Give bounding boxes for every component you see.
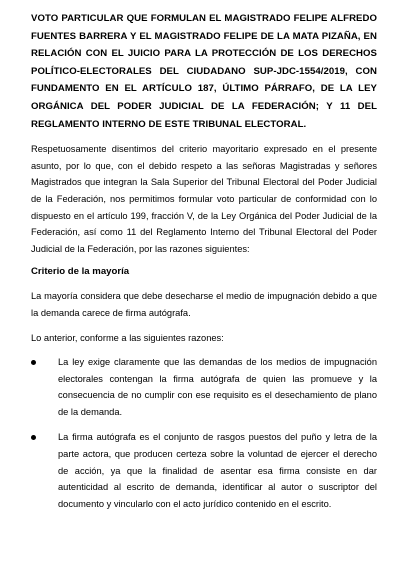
list-item-text: La firma autógrafa es el conjunto de rasgos puestos del puño y letra de la parte actora, que producen certeza sobre la voluntad de ejercer el derecho de acción, ya que la finalidad de asentar esa firma consiste en dar autenticidad al escrito de demanda, identificar al autor o suscriptor del documento y vincularlo con el acto jurídico contenido en el escrito. [58, 432, 377, 509]
reasons-intro-paragraph: Lo anterior, conforme a las siguientes razones: [31, 332, 224, 343]
reasons-list [31, 354, 377, 512]
bullet-icon [31, 360, 36, 365]
document-page [31, 10, 377, 521]
bullet-icon [31, 435, 36, 440]
majority-paragraph: La mayoría considera que debe desecharse el medio de impugnación debido a que la demanda carece de firma autógrafa. [31, 291, 377, 318]
list-item [31, 429, 377, 512]
document-title: VOTO PARTICULAR QUE FORMULAN EL MAGISTRADO FELIPE ALFREDO FUENTES BARRERA Y EL MAGISTRADO FELIPE DE LA MATA PIZAÑA, EN RELACIÓN CON EL JUICIO PARA LA PROTECCIÓN DE LOS DERECHOS POLÍTICO-ELECTORALES DEL CIUDADANO SUP-JDC-1554/2019, CON FUNDAMENTO EN EL ARTÍCULO 187, ÚLTIMO PÁRRAFO, DE LA LEY ORGÁNICA DEL PODER JUDICIAL DE LA FEDERACIÓN; Y 11 DEL REGLAMENTO INTERNO DE ESTE TRIBUNAL ELECTORAL. [31, 13, 377, 130]
intro-paragraph: Respetuosamente disentimos del criterio mayoritario expresado en el presente asunto, por lo que, con el debido respeto a las señoras Magistradas y señores Magistrados que integran la Sala Superior del Tribunal Electoral del Poder Judicial de la Federación, nos permitimos formular voto particular de conformidad con lo dispuesto en el artículo 199, fracción V, de la Ley Orgánica del Poder Judicial de la Federación, así como 11 del Reglamento Interno del Tribunal Electoral del Poder Judicial de la Federación, por las razones siguientes: [31, 144, 377, 254]
section-heading: Criterio de la mayoría [31, 266, 130, 278]
list-item [31, 354, 377, 420]
list-item-text: La ley exige claramente que las demandas de los medios de impugnación electorales contengan la firma autógrafa de quien las promueve y la consecuencia de no cumplir con ese requisito es el desechamiento de plano de la demanda. [58, 357, 377, 417]
